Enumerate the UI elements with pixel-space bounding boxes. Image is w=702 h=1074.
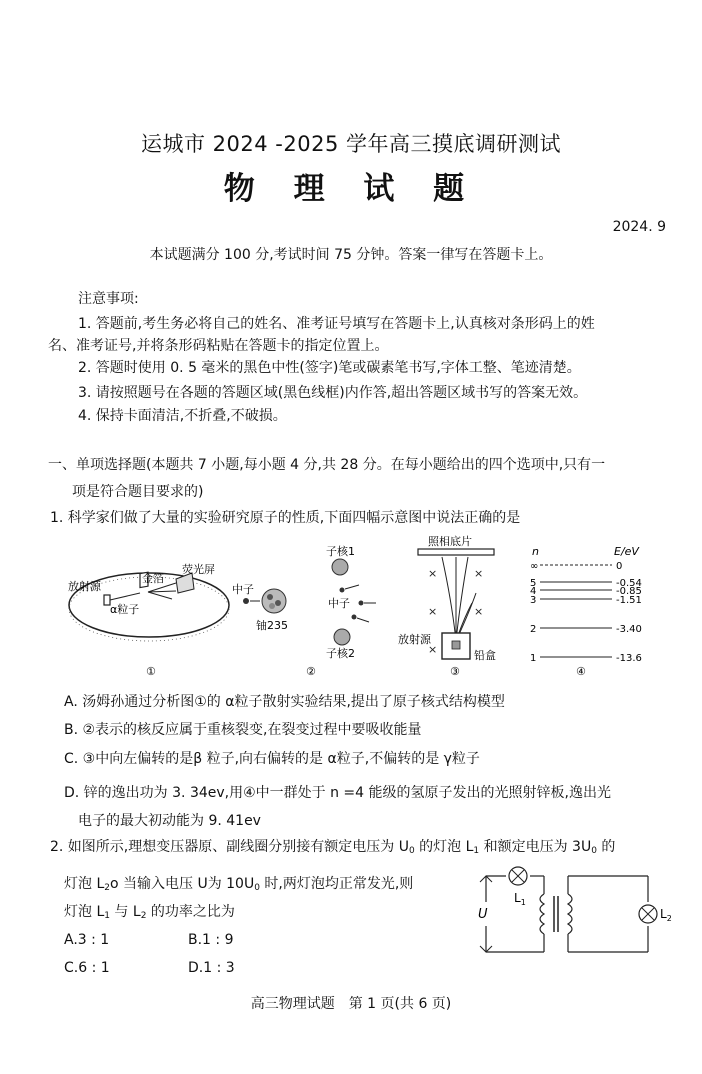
energy-level-n: 1 [530,653,537,664]
energy-level-n: 3 [530,595,537,606]
section1-heading-line-1: 一、单项选择题(本题共 7 小题,每小题 4 分,共 28 分。在每小题给出的四个选项中,只有一 [48,457,606,473]
exam-title: 运城市 2024 -2025 学年高三摸底调研测试 [141,132,561,156]
q1-option-d-line-2: 电子的最大初动能为 9. 41ev [78,813,261,829]
q2-option-b: B.1 : 9 [188,932,234,948]
notice-item-4: 4. 保持卡面清洁,不折叠,不破损。 [78,408,287,424]
fig3-radiation-deflection [398,534,496,678]
svg-text:×: × [428,605,438,618]
notice-item-2: 2. 答题时使用 0. 5 毫米的黑色中性(签字)笔或碳素笔书写,字体工整、笔迹清楚。 [78,360,581,376]
fig4-e-label: E/eV [614,545,639,558]
fig1-gold-foil-label: 金箔 [142,572,164,585]
energy-level-e: -13.6 [616,653,642,664]
notice-item-1-line-2: 名、准考证号,并将条形码粘贴在答题卡的指定位置上。 [48,338,389,354]
fig3-source-label: 放射源 [398,633,431,646]
fig3-lead-box-label: 铅盒 [474,649,496,662]
exam-intro: 本试题满分 100 分,考试时间 75 分钟。答案一律写在答题卡上。 [149,247,553,263]
q2-option-d: D.1 : 3 [188,960,235,976]
circuit-u-label: U [478,907,488,922]
fig4-number: ④ [576,665,586,678]
svg-text:×: × [428,643,438,656]
q2-stem-line-1: 2. 如图所示,理想变压器原、副线圈分别接有额定电压为 $U_0$ 的灯泡 $L_1$ 和额定电压为 $3U_0$ 的 [50,839,616,856]
fig1-alpha-label: α粒子 [110,603,140,616]
energy-level-e: -0.54 [616,578,642,589]
q2-option-a: A.3 : 1 [64,932,110,948]
energy-level-e: -3.40 [616,624,642,635]
q1-option-d-line-1: D. 锌的逸出功为 3. 34ev,用④中一群处于 n =4 能级的氢原子发出的光照射锌板,逸出光 [64,785,611,801]
fig1-number: ① [146,665,156,678]
svg-text:×: × [428,567,438,580]
energy-level-e: -0.85 [616,586,642,597]
energy-level-n: 4 [530,586,537,597]
energy-level-e: 0 [616,561,623,572]
q1-option-b: B. ②表示的核反应属于重核裂变,在裂变过程中要吸收能量 [64,722,422,738]
q1-figure [64,533,662,681]
circuit-l2-label: $L_2$ [660,907,672,923]
energy-level-n: 5 [530,578,537,589]
subject-title: 物 理 试 题 [223,171,479,207]
circuit-l1-label: $L_1$ [514,891,526,907]
page-footer: 高三物理试题 第 1 页(共 6 页) [250,996,452,1012]
fig2-nucleus2-label: 子核2 [326,647,355,660]
fig3-film-label: 照相底片 [428,535,472,548]
notice-item-3: 3. 请按照题号在各题的答题区域(黑色线框)内作答,超出答题区域书写的答案无效。 [78,385,588,401]
fig2-nucleus1-label: 子核1 [326,545,355,558]
energy-level-e: -1.51 [616,595,642,606]
fig4-n-label: n [532,545,539,558]
fig1-alpha-scattering [68,562,229,678]
notice-item-1-line-1: 1. 答题前,考生务必将自己的姓名、准考证号填写在答题卡上,认真核对条形码上的姓 [78,316,595,332]
fig2-neutron-in-label: 中子 [232,583,254,596]
energy-level-n: ∞ [530,561,539,572]
q1-option-c: C. ③中向左偏转的是β 粒子,向右偏转的是 α粒子,不偏转的是 γ粒子 [64,751,480,767]
bulb-l2-icon [639,905,657,923]
fig2-fission [232,544,376,678]
q2-stem-line-3: 灯泡 $L_1$ 与 $L_2$ 的功率之比为 [64,904,235,921]
fig2-neutron-out-label: 中子 [328,597,350,610]
svg-text:×: × [474,567,484,580]
q1-option-a: A. 汤姆孙通过分析图①的 α粒子散射实验结果,提出了原子核式结构模型 [64,694,505,710]
fig2-uranium-label: 铀235 [256,619,288,632]
fig2-number: ② [306,665,316,678]
energy-level-lines [530,561,642,664]
fig1-screen-label: 荧光屏 [182,563,215,576]
q2-stem-line-2: 灯泡 $L_2o$ 当输入电压 U为 $10U_0$ 时,两灯泡均正常发光,则 [64,876,414,893]
exam-date: 2024. 9 [612,219,666,235]
bulb-l1-icon [509,867,527,885]
q1-stem: 1. 科学家们做了大量的实验研究原子的性质,下面四幅示意图中说法正确的是 [50,510,521,526]
section1-heading-line-2: 项是符合题目要求的) [72,484,204,500]
svg-text:×: × [474,605,484,618]
notice-heading: 注意事项: [78,291,139,307]
q2-option-c: C.6 : 1 [64,960,110,976]
fig4-energy-levels [530,545,642,678]
q2-circuit [468,862,672,962]
fig3-number: ③ [450,665,460,678]
energy-level-n: 2 [530,624,537,635]
fig1-source-label: 放射源 [68,580,101,593]
